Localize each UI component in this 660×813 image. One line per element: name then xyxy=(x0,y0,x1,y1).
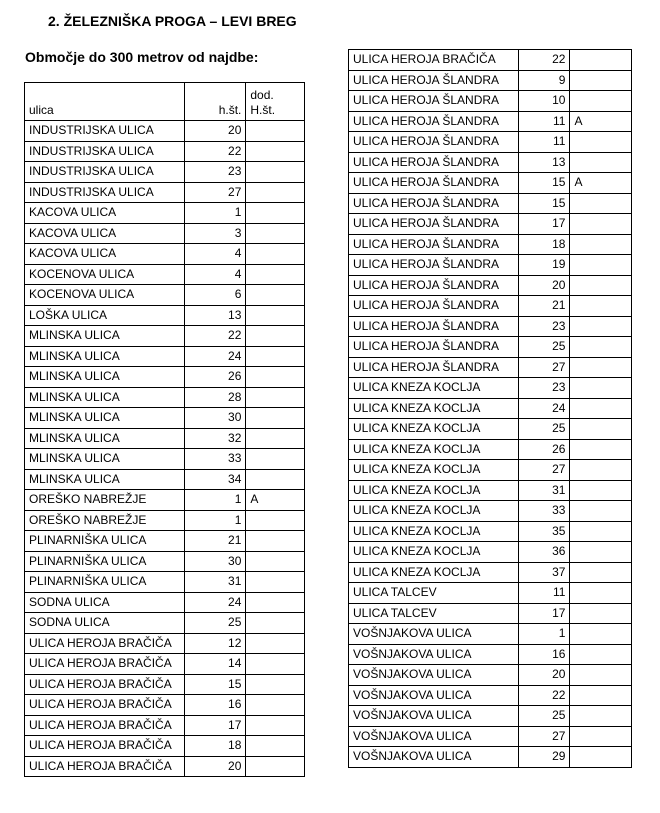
street-cell: MLINSKA ULICA xyxy=(25,346,185,367)
suffix-cell xyxy=(570,603,632,624)
house-number-cell: 26 xyxy=(518,439,570,460)
table-row xyxy=(25,592,305,613)
house-number-cell: 17 xyxy=(518,214,570,235)
table-row xyxy=(25,695,305,716)
house-number-cell: 1 xyxy=(518,624,570,645)
house-number-cell: 14 xyxy=(184,654,246,675)
table-row xyxy=(25,715,305,736)
street-cell: VOŠNJAKOVA ULICA xyxy=(349,747,519,768)
house-number-cell: 3 xyxy=(184,223,246,244)
table-row xyxy=(349,644,632,665)
suffix-cell xyxy=(570,152,632,173)
street-cell: ULICA HEROJA ŠLANDRA xyxy=(349,316,519,337)
street-cell: VOŠNJAKOVA ULICA xyxy=(349,706,519,727)
street-cell: MLINSKA ULICA xyxy=(25,387,185,408)
street-cell: ULICA HEROJA ŠLANDRA xyxy=(349,70,519,91)
house-number-cell: 11 xyxy=(518,111,570,132)
street-cell: ULICA TALCEV xyxy=(349,583,519,604)
house-number-cell: 23 xyxy=(518,378,570,399)
house-number-cell: 1 xyxy=(184,490,246,511)
table-row xyxy=(349,357,632,378)
table-row xyxy=(349,91,632,112)
table-row xyxy=(349,337,632,358)
street-cell: ULICA HEROJA BRAČIČA xyxy=(25,695,185,716)
house-number-cell: 29 xyxy=(518,747,570,768)
table-row xyxy=(25,264,305,285)
suffix-cell xyxy=(570,398,632,419)
house-number-cell: 27 xyxy=(518,357,570,378)
suffix-cell xyxy=(570,665,632,686)
street-cell: ULICA KNEZA KOCLJA xyxy=(349,480,519,501)
suffix-cell xyxy=(570,91,632,112)
table-row xyxy=(25,141,305,162)
suffix-cell xyxy=(570,644,632,665)
table-row xyxy=(25,162,305,183)
street-cell: VOŠNJAKOVA ULICA xyxy=(349,624,519,645)
table-row xyxy=(349,214,632,235)
table-row xyxy=(25,387,305,408)
suffix-cell xyxy=(246,285,305,306)
house-number-cell: 35 xyxy=(518,521,570,542)
suffix-cell xyxy=(246,264,305,285)
house-number-cell: 33 xyxy=(184,449,246,470)
table-row xyxy=(25,469,305,490)
table-row xyxy=(25,244,305,265)
table-row xyxy=(349,583,632,604)
address-table-left xyxy=(24,82,305,777)
street-cell: ULICA HEROJA ŠLANDRA xyxy=(349,91,519,112)
table-row xyxy=(25,121,305,142)
house-number-cell: 25 xyxy=(518,706,570,727)
street-cell: ULICA HEROJA ŠLANDRA xyxy=(349,255,519,276)
table-row xyxy=(25,408,305,429)
table-row xyxy=(25,736,305,757)
house-number-cell: 18 xyxy=(518,234,570,255)
house-number-cell: 13 xyxy=(518,152,570,173)
table-row xyxy=(349,132,632,153)
table-row xyxy=(349,460,632,481)
street-cell: ULICA HEROJA BRAČIČA xyxy=(25,654,185,675)
suffix-cell xyxy=(570,378,632,399)
street-cell: ULICA HEROJA ŠLANDRA xyxy=(349,193,519,214)
table-row xyxy=(25,613,305,634)
house-number-cell: 15 xyxy=(518,173,570,194)
street-cell: MLINSKA ULICA xyxy=(25,449,185,470)
table-row xyxy=(25,285,305,306)
table-row xyxy=(349,685,632,706)
suffix-cell xyxy=(246,121,305,142)
house-number-cell: 18 xyxy=(184,736,246,757)
street-cell: SODNA ULICA xyxy=(25,613,185,634)
street-cell: KACOVA ULICA xyxy=(25,244,185,265)
house-number-cell: 1 xyxy=(184,203,246,224)
suffix-cell xyxy=(246,695,305,716)
table-row xyxy=(349,665,632,686)
street-cell: VOŠNJAKOVA ULICA xyxy=(349,665,519,686)
table-row xyxy=(349,316,632,337)
address-table-right xyxy=(348,49,632,768)
street-cell: ULICA HEROJA ŠLANDRA xyxy=(349,357,519,378)
house-number-cell: 20 xyxy=(184,756,246,777)
table-row xyxy=(25,223,305,244)
street-cell: ULICA HEROJA ŠLANDRA xyxy=(349,296,519,317)
table-row xyxy=(349,439,632,460)
suffix-cell xyxy=(246,346,305,367)
house-number-cell: 30 xyxy=(184,551,246,572)
suffix-cell xyxy=(246,633,305,654)
street-cell: ULICA KNEZA KOCLJA xyxy=(349,398,519,419)
street-cell: OREŠKO NABREŽJE xyxy=(25,510,185,531)
street-cell: ULICA HEROJA ŠLANDRA xyxy=(349,214,519,235)
column-header-suffix-line2: H.št. xyxy=(250,103,276,117)
house-number-cell: 30 xyxy=(184,408,246,429)
street-cell: ULICA KNEZA KOCLJA xyxy=(349,460,519,481)
column-header-suffix xyxy=(246,83,305,121)
house-number-cell: 31 xyxy=(518,480,570,501)
street-cell: INDUSTRIJSKA ULICA xyxy=(25,121,185,142)
house-number-cell: 21 xyxy=(184,531,246,552)
table-row xyxy=(25,203,305,224)
suffix-cell xyxy=(246,305,305,326)
house-number-cell: 21 xyxy=(518,296,570,317)
street-cell: SODNA ULICA xyxy=(25,592,185,613)
street-cell: ULICA KNEZA KOCLJA xyxy=(349,378,519,399)
suffix-cell xyxy=(246,510,305,531)
street-cell: ULICA HEROJA BRAČIČA xyxy=(25,715,185,736)
house-number-cell: 36 xyxy=(518,542,570,563)
suffix-cell xyxy=(246,182,305,203)
street-cell: VOŠNJAKOVA ULICA xyxy=(349,726,519,747)
street-cell: VOŠNJAKOVA ULICA xyxy=(349,644,519,665)
table-row xyxy=(25,633,305,654)
suffix-cell xyxy=(570,439,632,460)
house-number-cell: 15 xyxy=(184,674,246,695)
house-number-cell: 16 xyxy=(184,695,246,716)
suffix-cell xyxy=(570,214,632,235)
street-cell: VOŠNJAKOVA ULICA xyxy=(349,685,519,706)
table-row xyxy=(349,378,632,399)
street-cell: INDUSTRIJSKA ULICA xyxy=(25,162,185,183)
street-cell: ULICA KNEZA KOCLJA xyxy=(349,521,519,542)
suffix-cell xyxy=(570,70,632,91)
table-row xyxy=(25,756,305,777)
street-cell: ULICA HEROJA BRAČIČA xyxy=(25,756,185,777)
suffix-cell xyxy=(246,592,305,613)
house-number-cell: 6 xyxy=(184,285,246,306)
table-row xyxy=(349,50,632,71)
table-row xyxy=(349,275,632,296)
street-cell: ULICA HEROJA ŠLANDRA xyxy=(349,337,519,358)
table-row xyxy=(25,490,305,511)
table-row xyxy=(349,111,632,132)
suffix-cell: A xyxy=(246,490,305,511)
house-number-cell: 26 xyxy=(184,367,246,388)
house-number-cell: 37 xyxy=(518,562,570,583)
street-cell: INDUSTRIJSKA ULICA xyxy=(25,141,185,162)
table-row xyxy=(25,346,305,367)
table-row xyxy=(349,193,632,214)
house-number-cell: 17 xyxy=(518,603,570,624)
street-cell: KOCENOVA ULICA xyxy=(25,285,185,306)
suffix-cell xyxy=(246,572,305,593)
house-number-cell: 15 xyxy=(518,193,570,214)
table-row xyxy=(25,531,305,552)
suffix-cell xyxy=(246,326,305,347)
table-row xyxy=(25,510,305,531)
house-number-cell: 25 xyxy=(518,419,570,440)
house-number-cell: 34 xyxy=(184,469,246,490)
table-row xyxy=(349,501,632,522)
house-number-cell: 27 xyxy=(518,726,570,747)
street-cell: ULICA KNEZA KOCLJA xyxy=(349,562,519,583)
suffix-cell xyxy=(570,562,632,583)
suffix-cell xyxy=(246,736,305,757)
suffix-cell xyxy=(570,193,632,214)
house-number-cell: 4 xyxy=(184,244,246,265)
suffix-cell xyxy=(246,449,305,470)
suffix-cell xyxy=(570,132,632,153)
suffix-cell xyxy=(570,337,632,358)
suffix-cell xyxy=(246,223,305,244)
house-number-cell: 9 xyxy=(518,70,570,91)
column-header-number: h.št. xyxy=(184,83,246,121)
house-number-cell: 25 xyxy=(518,337,570,358)
table-row xyxy=(349,152,632,173)
house-number-cell: 12 xyxy=(184,633,246,654)
table-row xyxy=(349,419,632,440)
street-cell: KACOVA ULICA xyxy=(25,203,185,224)
suffix-cell xyxy=(246,551,305,572)
suffix-cell xyxy=(570,357,632,378)
house-number-cell: 31 xyxy=(184,572,246,593)
table-row xyxy=(349,624,632,645)
suffix-cell xyxy=(570,501,632,522)
table-row xyxy=(25,367,305,388)
table-row xyxy=(349,480,632,501)
table-row xyxy=(349,234,632,255)
street-cell: ULICA KNEZA KOCLJA xyxy=(349,501,519,522)
table-row xyxy=(349,398,632,419)
suffix-cell xyxy=(570,234,632,255)
house-number-cell: 22 xyxy=(184,141,246,162)
area-subheading: Območje do 300 metrov od najdbe: xyxy=(25,49,259,65)
table-row xyxy=(25,572,305,593)
street-cell: INDUSTRIJSKA ULICA xyxy=(25,182,185,203)
street-cell: MLINSKA ULICA xyxy=(25,428,185,449)
street-cell: ULICA HEROJA BRAČIČA xyxy=(25,674,185,695)
house-number-cell: 22 xyxy=(184,326,246,347)
suffix-cell: A xyxy=(570,111,632,132)
street-cell: ULICA HEROJA ŠLANDRA xyxy=(349,234,519,255)
suffix-cell xyxy=(570,521,632,542)
house-number-cell: 28 xyxy=(184,387,246,408)
table-row xyxy=(349,173,632,194)
table-row xyxy=(349,521,632,542)
suffix-cell xyxy=(570,255,632,276)
house-number-cell: 32 xyxy=(184,428,246,449)
house-number-cell: 20 xyxy=(518,665,570,686)
suffix-cell xyxy=(570,583,632,604)
street-cell: KOCENOVA ULICA xyxy=(25,264,185,285)
suffix-cell xyxy=(570,419,632,440)
street-cell: ULICA KNEZA KOCLJA xyxy=(349,542,519,563)
table-row xyxy=(25,326,305,347)
table-row xyxy=(349,603,632,624)
street-cell: MLINSKA ULICA xyxy=(25,326,185,347)
street-cell: ULICA KNEZA KOCLJA xyxy=(349,439,519,460)
house-number-cell: 23 xyxy=(184,162,246,183)
street-cell: ULICA HEROJA BRAČIČA xyxy=(349,50,519,71)
suffix-cell xyxy=(246,674,305,695)
table-row xyxy=(25,654,305,675)
table-row xyxy=(349,255,632,276)
suffix-cell xyxy=(246,141,305,162)
street-cell: ULICA HEROJA BRAČIČA xyxy=(25,736,185,757)
suffix-cell xyxy=(570,296,632,317)
suffix-cell xyxy=(570,480,632,501)
house-number-cell: 25 xyxy=(184,613,246,634)
suffix-cell xyxy=(246,715,305,736)
house-number-cell: 13 xyxy=(184,305,246,326)
suffix-cell xyxy=(570,460,632,481)
column-header-suffix-line1: dod. xyxy=(250,88,274,102)
table-row xyxy=(349,726,632,747)
street-cell: LOŠKA ULICA xyxy=(25,305,185,326)
suffix-cell xyxy=(570,685,632,706)
table-row xyxy=(349,70,632,91)
house-number-cell: 11 xyxy=(518,132,570,153)
suffix-cell xyxy=(246,244,305,265)
house-number-cell: 10 xyxy=(518,91,570,112)
column-header-street: ulica xyxy=(25,83,185,121)
suffix-cell xyxy=(570,542,632,563)
suffix-cell xyxy=(570,706,632,727)
house-number-cell: 17 xyxy=(184,715,246,736)
street-cell: MLINSKA ULICA xyxy=(25,408,185,429)
table-row xyxy=(25,551,305,572)
street-cell: ULICA HEROJA ŠLANDRA xyxy=(349,152,519,173)
suffix-cell xyxy=(570,316,632,337)
suffix-cell xyxy=(246,408,305,429)
house-number-cell: 11 xyxy=(518,583,570,604)
suffix-cell xyxy=(246,613,305,634)
street-cell: ULICA HEROJA ŠLANDRA xyxy=(349,173,519,194)
house-number-cell: 27 xyxy=(518,460,570,481)
table-row xyxy=(25,305,305,326)
suffix-cell xyxy=(570,275,632,296)
table-header-row xyxy=(25,83,305,121)
house-number-cell: 1 xyxy=(184,510,246,531)
street-cell: MLINSKA ULICA xyxy=(25,469,185,490)
house-number-cell: 27 xyxy=(184,182,246,203)
suffix-cell xyxy=(246,162,305,183)
suffix-cell xyxy=(246,203,305,224)
table-row xyxy=(25,674,305,695)
house-number-cell: 24 xyxy=(184,592,246,613)
street-cell: ULICA HEROJA ŠLANDRA xyxy=(349,111,519,132)
suffix-cell xyxy=(570,747,632,768)
suffix-cell xyxy=(570,624,632,645)
street-cell: PLINARNIŠKA ULICA xyxy=(25,531,185,552)
house-number-cell: 33 xyxy=(518,501,570,522)
house-number-cell: 20 xyxy=(184,121,246,142)
house-number-cell: 24 xyxy=(518,398,570,419)
suffix-cell xyxy=(246,469,305,490)
house-number-cell: 19 xyxy=(518,255,570,276)
street-cell: KACOVA ULICA xyxy=(25,223,185,244)
suffix-cell xyxy=(246,531,305,552)
suffix-cell xyxy=(246,654,305,675)
street-cell: ULICA HEROJA ŠLANDRA xyxy=(349,275,519,296)
street-cell: ULICA TALCEV xyxy=(349,603,519,624)
table-row xyxy=(25,428,305,449)
table-row xyxy=(349,747,632,768)
house-number-cell: 22 xyxy=(518,685,570,706)
section-heading: 2. ŽELEZNIŠKA PROGA – LEVI BREG xyxy=(48,13,297,29)
street-cell: ULICA HEROJA ŠLANDRA xyxy=(349,132,519,153)
table-row xyxy=(25,449,305,470)
suffix-cell xyxy=(246,756,305,777)
street-cell: PLINARNIŠKA ULICA xyxy=(25,572,185,593)
house-number-cell: 24 xyxy=(184,346,246,367)
house-number-cell: 20 xyxy=(518,275,570,296)
suffix-cell: A xyxy=(570,173,632,194)
suffix-cell xyxy=(246,387,305,408)
street-cell: PLINARNIŠKA ULICA xyxy=(25,551,185,572)
street-cell: OREŠKO NABREŽJE xyxy=(25,490,185,511)
suffix-cell xyxy=(570,50,632,71)
street-cell: ULICA KNEZA KOCLJA xyxy=(349,419,519,440)
suffix-cell xyxy=(570,726,632,747)
street-cell: ULICA HEROJA BRAČIČA xyxy=(25,633,185,654)
house-number-cell: 16 xyxy=(518,644,570,665)
table-row xyxy=(349,706,632,727)
table-row xyxy=(349,296,632,317)
table-row xyxy=(25,182,305,203)
house-number-cell: 23 xyxy=(518,316,570,337)
table-row xyxy=(349,562,632,583)
house-number-cell: 22 xyxy=(518,50,570,71)
house-number-cell: 4 xyxy=(184,264,246,285)
suffix-cell xyxy=(246,367,305,388)
suffix-cell xyxy=(246,428,305,449)
table-row xyxy=(349,542,632,563)
street-cell: MLINSKA ULICA xyxy=(25,367,185,388)
